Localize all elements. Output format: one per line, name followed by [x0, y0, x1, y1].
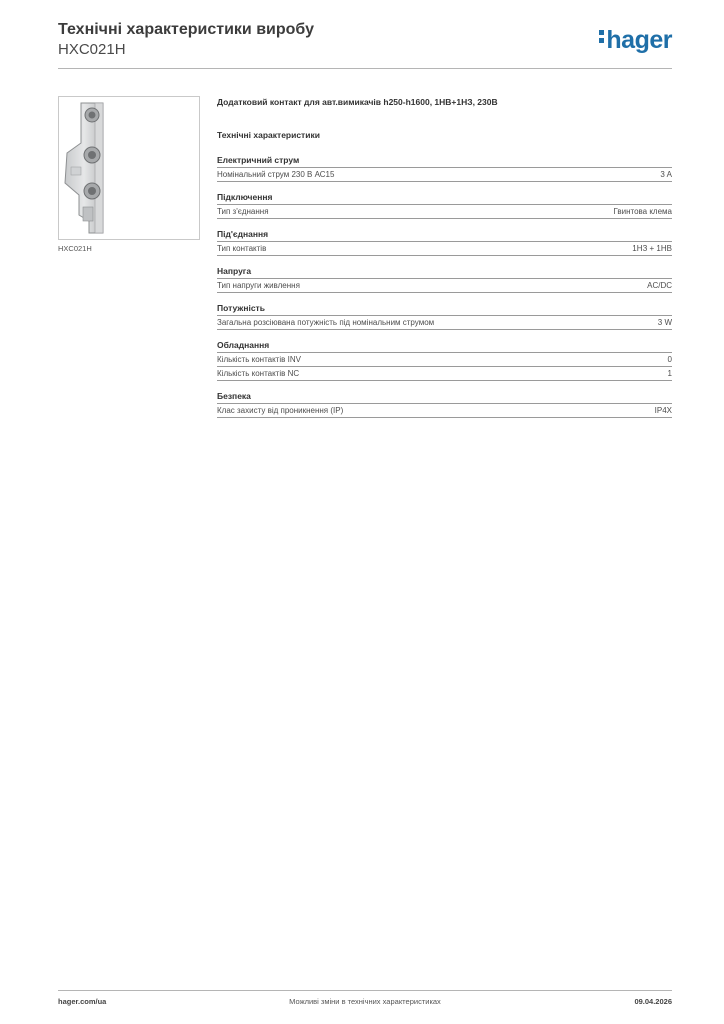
spec-value: 3 A	[660, 170, 672, 179]
spec-group-safety	[217, 390, 672, 418]
spec-group-contacts	[217, 228, 672, 256]
spec-label: Кількість контактів NC	[217, 369, 300, 378]
spec-group-title: Напруга	[217, 265, 672, 279]
spec-value: 3 W	[657, 318, 672, 327]
spec-group-title: Обладнання	[217, 339, 672, 353]
spec-value: IP4X	[654, 406, 672, 415]
spec-value: AC/DC	[647, 281, 672, 290]
product-description: Додатковий контакт для авт.вимикачів h250-h1600, 1НВ+1НЗ, 230В	[217, 97, 498, 107]
spec-value: 0	[667, 355, 672, 364]
product-code: HXC021H	[58, 41, 126, 58]
footer-date: 09.04.2026	[634, 997, 672, 1006]
spec-value: 1	[667, 369, 672, 378]
spec-group-connection	[217, 191, 672, 219]
spec-group-title: Підключення	[217, 191, 672, 205]
tech-heading: Технічні характеристики	[217, 130, 320, 140]
spec-row	[217, 205, 672, 219]
footer-website-link[interactable]: hager.com/ua	[58, 997, 107, 1006]
spec-group-equipment	[217, 339, 672, 381]
spec-group-current	[217, 154, 672, 182]
header-divider	[58, 68, 672, 69]
spec-row	[217, 404, 672, 418]
spec-group-title: Потужність	[217, 302, 672, 316]
product-image	[58, 96, 200, 240]
spec-group-voltage	[217, 265, 672, 293]
spec-value: Гвинтова клема	[613, 207, 672, 216]
spec-row	[217, 279, 672, 293]
page-header	[58, 20, 672, 59]
spec-label: Тип з'єднання	[217, 207, 269, 216]
hager-logo	[599, 26, 672, 54]
spec-row	[217, 367, 672, 381]
spec-label: Номінальний струм 230 В АС15	[217, 170, 335, 179]
page-title: Технічні характеристики виробу	[58, 21, 314, 38]
spec-group-title: Під'єднання	[217, 228, 672, 242]
spec-label: Кількість контактів INV	[217, 355, 301, 364]
spec-group-title: Електричний струм	[217, 154, 672, 168]
auxiliary-contact-icon	[59, 97, 199, 239]
spec-row	[217, 242, 672, 256]
spec-content	[217, 96, 672, 427]
spec-label: Тип контактів	[217, 244, 267, 253]
spec-row	[217, 168, 672, 182]
spec-group-power	[217, 302, 672, 330]
spec-label: Загальна розсіювана потужність під номінальним струмом	[217, 318, 435, 327]
footer-notice: Можливі зміни в технічних характеристиках	[289, 997, 441, 1006]
image-caption: HXC021H	[58, 244, 92, 253]
logo-mark-icon	[599, 27, 604, 46]
footer-divider	[58, 990, 672, 991]
spec-group-title: Безпека	[217, 390, 672, 404]
spec-value: 1НЗ + 1НВ	[632, 244, 672, 253]
spec-row	[217, 316, 672, 330]
spec-row	[217, 353, 672, 367]
spec-label: Тип напруги живлення	[217, 281, 300, 290]
spec-label: Клас захисту від проникнення (IP)	[217, 406, 344, 415]
logo-text: hager	[606, 26, 672, 54]
